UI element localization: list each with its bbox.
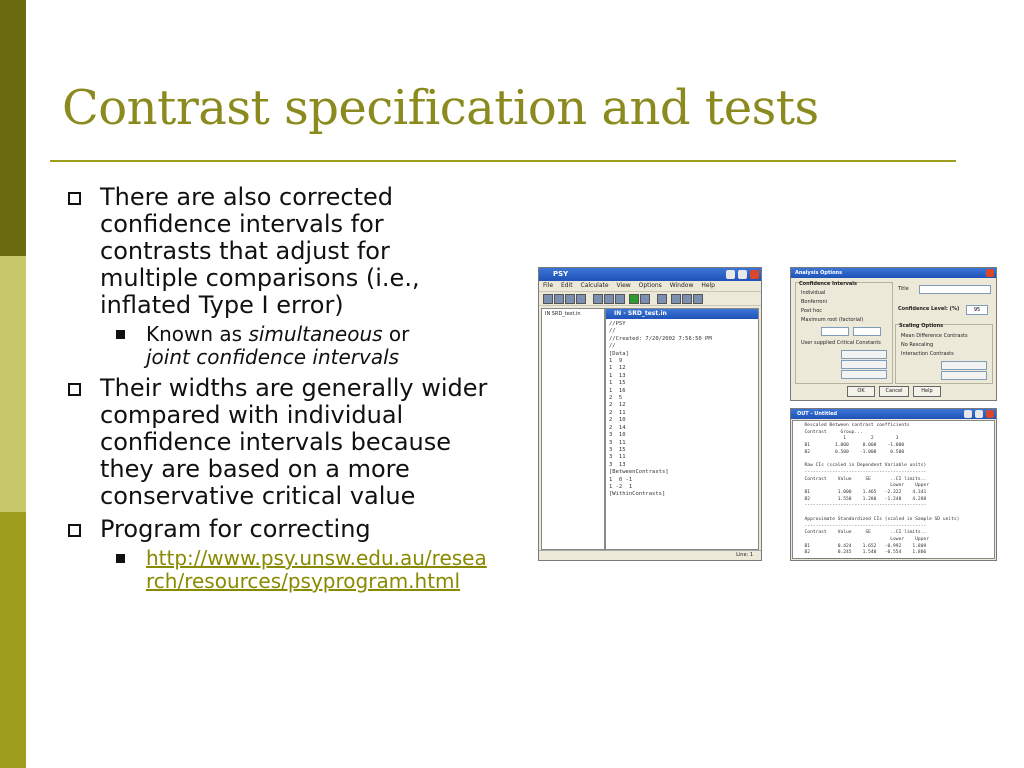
cascade-icon [671, 294, 681, 304]
output-pane [792, 420, 995, 563]
menu-window: Window [669, 282, 694, 289]
menu-edit: Edit [560, 282, 573, 289]
confidence-label: Confidence Level: (%) [898, 306, 960, 312]
minimize-icon [726, 270, 735, 279]
ci-option: User supplied Critical Constants [801, 340, 881, 346]
slide-title: Contrast specification and tests [62, 80, 819, 136]
bullet-text: Their widths are generally wider compared with individual confidence intervals because they are based on a more conservative critical value [100, 374, 488, 510]
open-icon [554, 294, 564, 304]
sub-bullet-emphasis-joint: joint confidence intervals [146, 345, 400, 369]
doc-title: IN - SRD_test.in [614, 310, 667, 317]
arrange-icon [693, 294, 703, 304]
bullet-widths [64, 375, 494, 510]
output-title: OUT - Untitled [797, 411, 838, 417]
critical-field [841, 360, 887, 369]
close-icon [986, 410, 994, 418]
copy-icon [604, 294, 614, 304]
psy-toolbar [539, 291, 761, 306]
psy-window-screenshot [538, 267, 762, 561]
tree-item: IN SRD_test.in [545, 311, 581, 317]
analysis-title: Analysis Options [795, 270, 843, 276]
cancel-button: Cancel [879, 386, 909, 397]
bullet-text: There are also corrected confidence intervals for contrasts that adjust for multiple comparisons (i.e., inflated Type I error) [100, 183, 420, 319]
run-icon [629, 294, 639, 304]
critical-field [841, 350, 887, 359]
menu-file: File [543, 282, 554, 289]
close-icon [750, 270, 759, 279]
minimize-icon [964, 410, 972, 418]
bullet-corrected-ci [64, 184, 494, 319]
output-titlebar [791, 409, 996, 419]
print-icon [576, 294, 586, 304]
scaling-option: Mean Difference Contrasts [901, 333, 968, 339]
output-window-screenshot [790, 408, 997, 561]
file-tree-pane [541, 308, 605, 550]
bullet-program [64, 516, 494, 543]
psy-window-title: PSY [553, 270, 569, 278]
menu-view: View [616, 282, 631, 289]
close-icon [986, 269, 994, 277]
paste-icon [615, 294, 625, 304]
menu-help: Help [701, 282, 715, 289]
scaling-field [941, 371, 987, 380]
output-text: Rescaled Between contrast coefficients Contrast Group... 1 2 3 B1 1.000 0.000 -1.000 B2 0.500 -1.000 0.500 Raw CIs (scaled in Dependent Variable units) -------------------------------------------- Contrast Value SE ..CI limits.. Lower Upper B1 1.000 1.465 -2.322 4.341 B2 1.550 1.280 -1.248 4.288 -------------------------------------------- Approximate Standardized CIs (scaled in Sample SD units) -------------------------------------------- Contrast Value SE ..CI limits.. Lower Upper B1 0.424 1.652 -0.992 1.809 B2 0.245 1.540 -0.554 1.806 -------------------------------------------- [804, 423, 960, 563]
status-bar: Line: 1 [539, 550, 761, 560]
ci-option: Maximum root (factorial) [801, 317, 864, 323]
psy-program-link[interactable]: http://www.psy.unsw.edu.au/research/resources/psyprogram.html [146, 546, 487, 593]
sub-bullet-known-as [64, 323, 494, 369]
ci-value-field [853, 327, 881, 336]
sub-bullet-mid: or [382, 322, 410, 346]
analysis-titlebar [791, 268, 996, 278]
filled-square-bullet-icon [116, 330, 125, 339]
scaling-field [941, 361, 987, 370]
ci-option: Post hoc [801, 308, 823, 314]
ci-group-label: Confidence Intervals [799, 281, 857, 287]
help-icon [657, 294, 667, 304]
editor-pane [605, 308, 759, 550]
side-stripe-top [0, 0, 26, 256]
analysis-options-screenshot [790, 267, 997, 401]
bullet-text: Program for correcting [100, 515, 371, 543]
hollow-square-bullet-icon [68, 192, 81, 205]
menu-options: Options [638, 282, 662, 289]
hollow-square-bullet-icon [68, 383, 81, 396]
options-icon [640, 294, 650, 304]
title-field-label: Title [898, 286, 909, 292]
sub-bullet-emphasis-simultaneous: simultaneous [248, 322, 383, 346]
side-stripe-bottom [0, 512, 26, 768]
critical-field [841, 370, 887, 379]
filled-square-bullet-icon [116, 554, 125, 563]
cut-icon [593, 294, 603, 304]
sub-bullet-link [64, 547, 494, 593]
ci-value-field [821, 327, 849, 336]
tile-icon [682, 294, 692, 304]
scaling-option: No Rescaling [901, 342, 934, 348]
menu-calculate: Calculate [580, 282, 609, 289]
maximize-icon [738, 270, 747, 279]
ci-option: Bonferroni [801, 299, 828, 305]
editor-code: //PSY // //Created: 7/20/2002 7:56:50 PM // [Data] 1 9 1 12 1 13 1 15 1 16 2 5 2 12 2 11 2 10 2 14 3 10 3 11 3 15 3 11 3 13 [BetweenContrasts] 1 0 -1 1 -2 1 [WithinContrasts] [609, 321, 712, 498]
doc-titlebar [606, 309, 758, 319]
ok-button: OK [847, 386, 875, 397]
maximize-icon [975, 410, 983, 418]
ci-option: Individual [801, 290, 826, 296]
title-rule [50, 160, 956, 162]
psy-menubar [539, 281, 761, 291]
scaling-group-label: Scaling Options [899, 323, 944, 329]
side-stripe-middle [0, 256, 26, 512]
new-icon [543, 294, 553, 304]
sub-bullet-prefix: Known as [146, 322, 249, 346]
confidence-value: 95 [966, 305, 988, 315]
save-icon [565, 294, 575, 304]
slide-content [64, 184, 494, 599]
psy-window-titlebar [539, 268, 761, 281]
help-button: Help [913, 386, 941, 397]
hollow-square-bullet-icon [68, 524, 81, 537]
scaling-option: Interaction Contrasts [901, 351, 954, 357]
title-field [919, 285, 991, 294]
